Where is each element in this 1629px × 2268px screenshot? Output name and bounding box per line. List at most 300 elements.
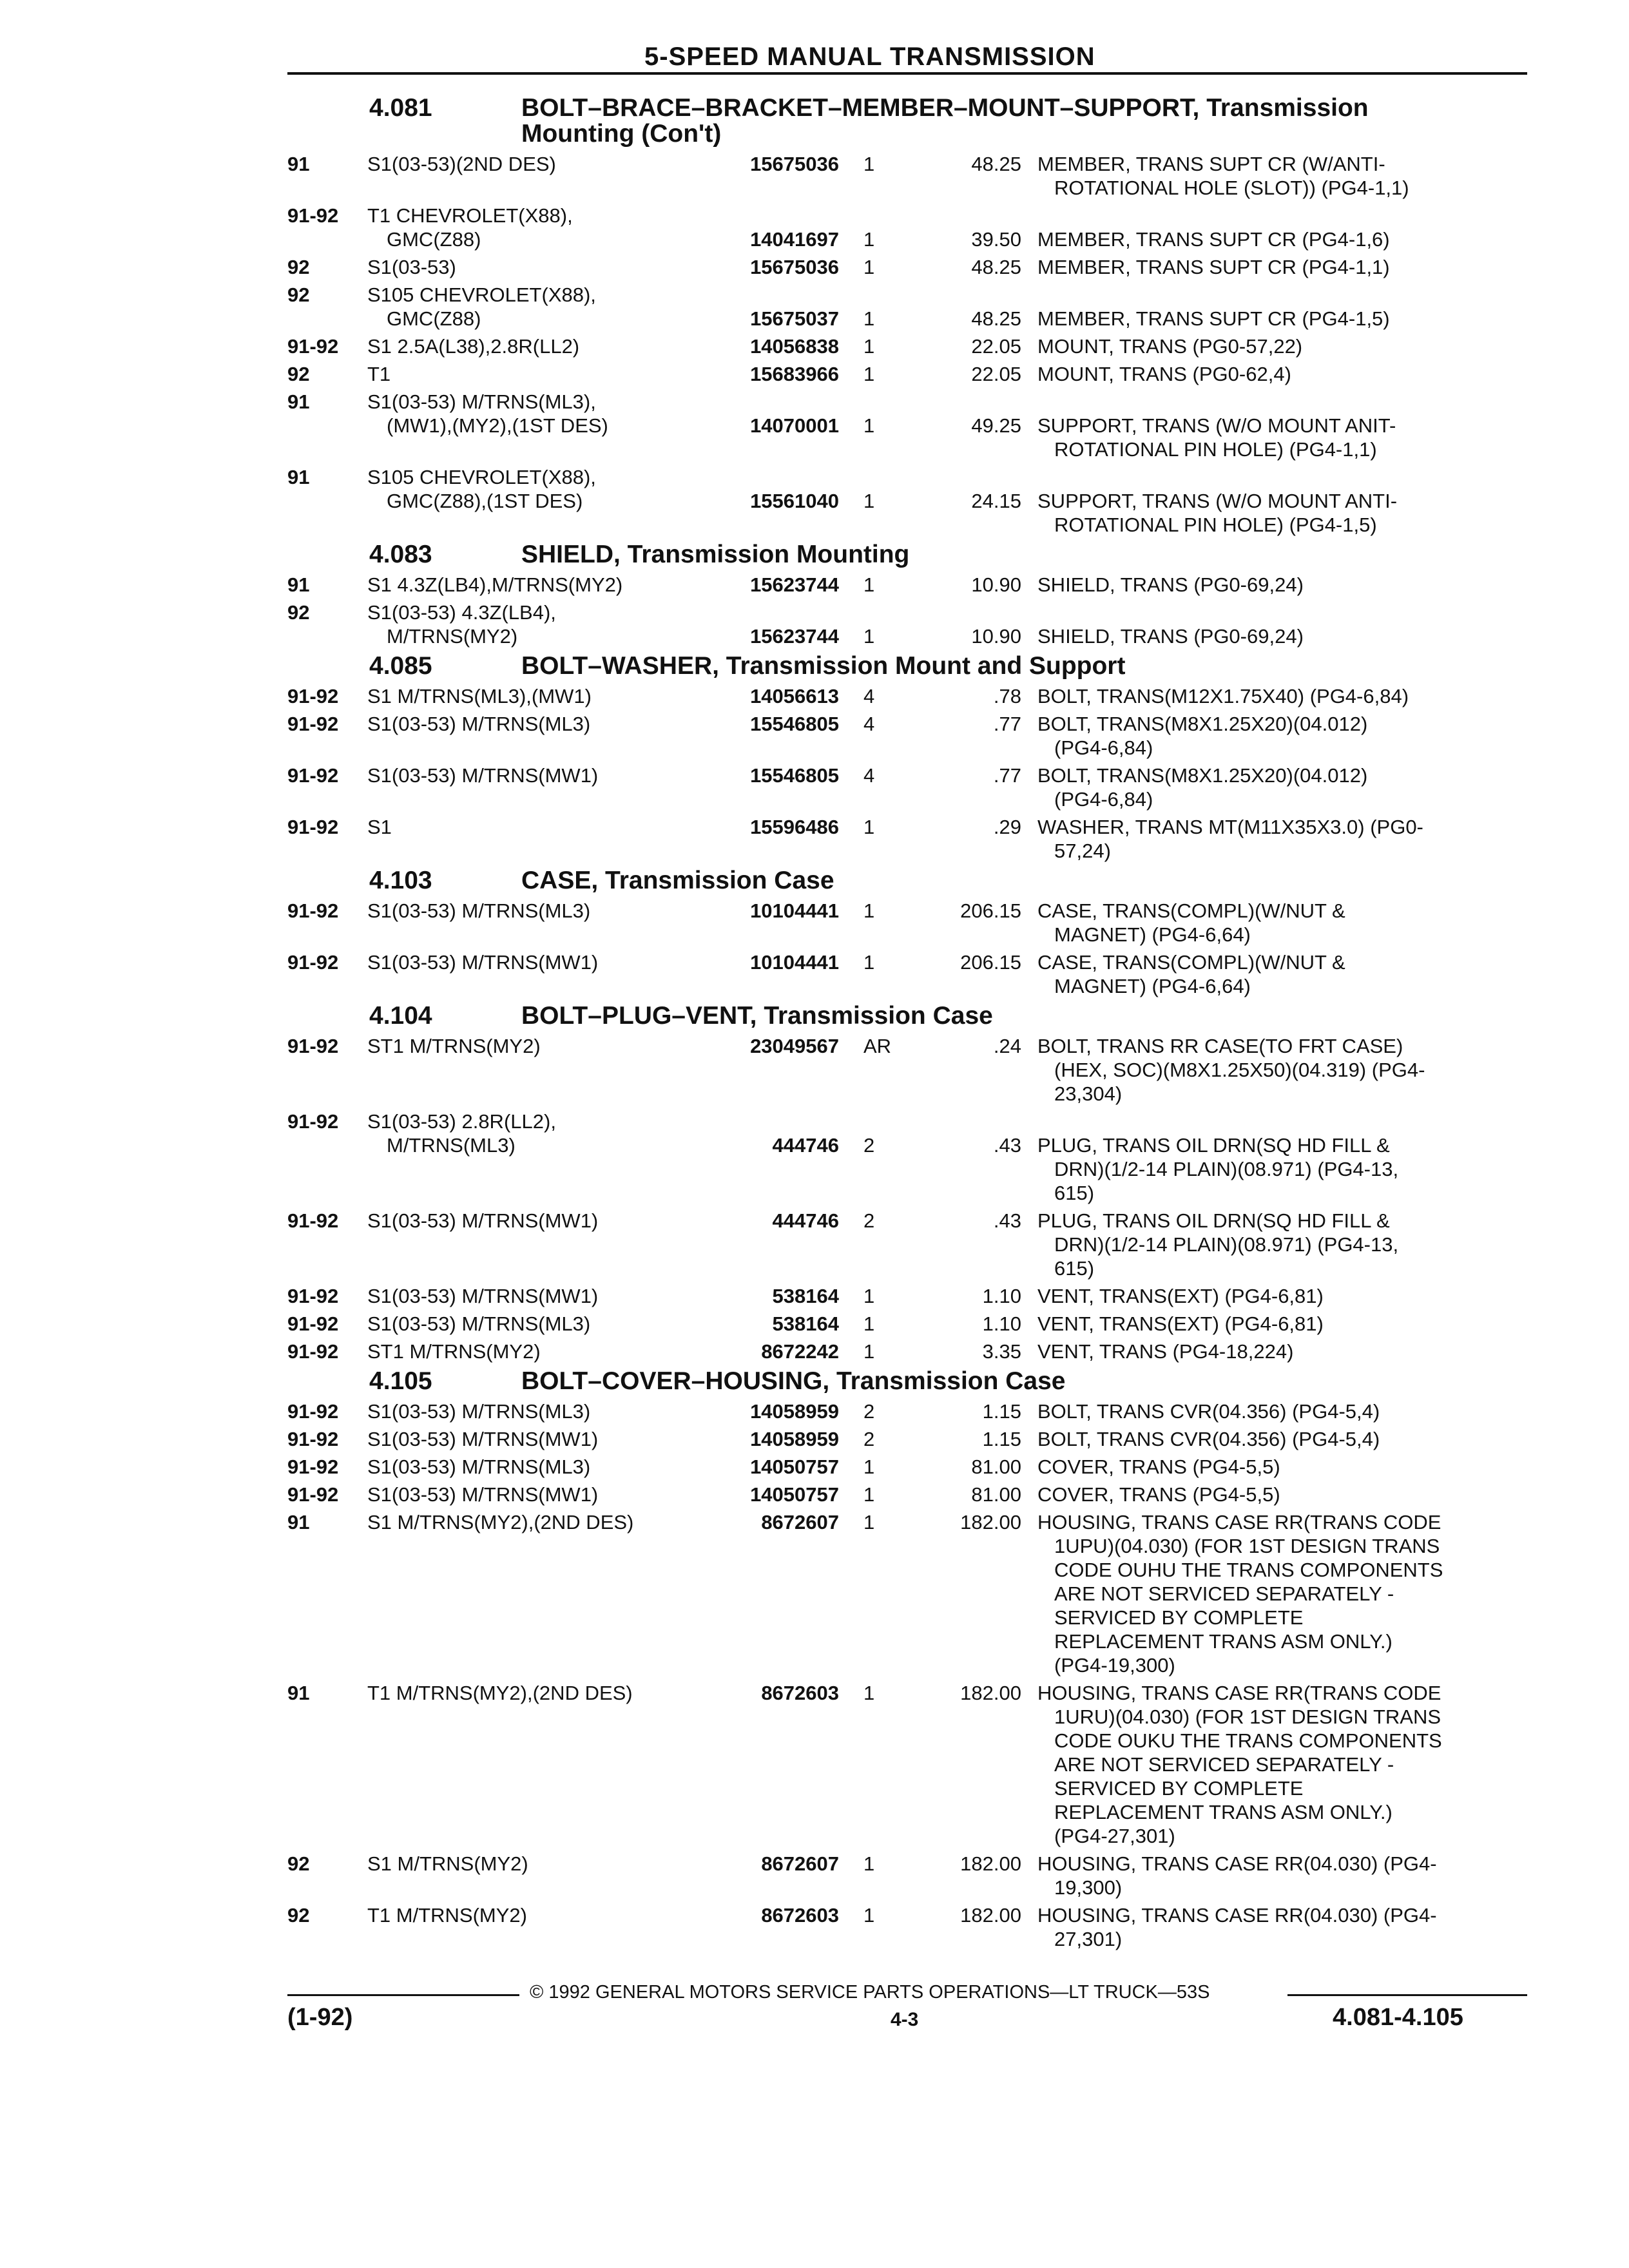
part-description <box>1037 255 1514 279</box>
part-row <box>0 712 1629 760</box>
part-description <box>1037 1455 1514 1479</box>
part-row <box>0 1510 1629 1677</box>
description-line: 19,300) <box>1054 1876 1123 1899</box>
description-line: (HEX, SOC)(M8X1.25X50)(04.319) (PG4- <box>1054 1059 1425 1081</box>
catalog-section <box>0 653 1629 863</box>
model-year: 91 <box>287 1682 310 1704</box>
section-number: 4.104 <box>369 1002 432 1030</box>
description-line: HOUSING, TRANS CASE RR(04.030) (PG4- <box>1037 1852 1437 1875</box>
description-line: 1UPU)(04.030) (FOR 1ST DESIGN TRANS <box>1054 1535 1440 1557</box>
price: .43 <box>993 1134 1021 1157</box>
application <box>367 1903 712 1927</box>
application <box>367 1483 712 1506</box>
part-description <box>1037 815 1514 863</box>
description-line: SHIELD, TRANS (PG0-69,24) <box>1037 573 1304 596</box>
application-line: GMC(Z88) <box>387 228 481 251</box>
model-year: 91 <box>287 153 310 175</box>
price: 182.00 <box>960 1682 1021 1704</box>
model-year: 91-92 <box>287 1456 339 1478</box>
application-line: ST1 M/TRNS(MY2) <box>367 1035 541 1057</box>
quantity: 1 <box>863 1852 875 1875</box>
part-number: 14058959 <box>750 1400 839 1423</box>
header-rule <box>287 72 1527 75</box>
part-description <box>1037 204 1514 251</box>
application <box>367 815 712 839</box>
quantity: 4 <box>863 764 875 787</box>
quantity: 1 <box>863 490 875 512</box>
part-number: 538164 <box>772 1312 839 1335</box>
application-line: S1(03-53) M/TRNS(MW1) <box>367 1209 599 1232</box>
price: 1.15 <box>982 1428 1021 1450</box>
price: 182.00 <box>960 1852 1021 1875</box>
price: 1.10 <box>982 1312 1021 1335</box>
price: .43 <box>993 1209 1021 1232</box>
part-description <box>1037 1034 1514 1106</box>
price: 39.50 <box>971 228 1021 251</box>
part-description <box>1037 1110 1514 1205</box>
section-number: 4.081 <box>369 94 432 122</box>
model-year: 92 <box>287 601 310 624</box>
part-number: 14058959 <box>750 1428 839 1450</box>
description-line: 27,301) <box>1054 1928 1123 1950</box>
quantity: 1 <box>863 1456 875 1478</box>
description-line: MOUNT, TRANS (PG0-57,22) <box>1037 335 1303 358</box>
part-row <box>0 601 1629 648</box>
part-row <box>0 362 1629 386</box>
part-number: 15675037 <box>750 307 839 330</box>
description-line: SHIELD, TRANS (PG0-69,24) <box>1037 625 1304 648</box>
model-year: 91-92 <box>287 1110 339 1133</box>
model-year: 91-92 <box>287 1340 339 1363</box>
price: 24.15 <box>971 490 1021 512</box>
part-row <box>0 1312 1629 1336</box>
part-number: 15683966 <box>750 363 839 385</box>
part-description <box>1037 1312 1514 1336</box>
description-line: ROTATIONAL HOLE (SLOT)) (PG4-1,1) <box>1054 177 1409 199</box>
description-line: ROTATIONAL PIN HOLE) (PG4-1,5) <box>1054 514 1377 536</box>
section-heading <box>0 1003 1629 1029</box>
price: 22.05 <box>971 335 1021 358</box>
model-year: 91-92 <box>287 1312 339 1335</box>
part-row <box>0 815 1629 863</box>
description-line: (PG4-19,300) <box>1054 1654 1175 1677</box>
quantity: 1 <box>863 1483 875 1506</box>
section-title: BOLT–WASHER, Transmission Mount and Support <box>521 652 1126 680</box>
application <box>367 712 712 736</box>
quantity: 1 <box>863 256 875 278</box>
description-line: SERVICED BY COMPLETE <box>1054 1777 1304 1800</box>
application <box>367 1399 712 1423</box>
price: 48.25 <box>971 307 1021 330</box>
part-description <box>1037 899 1514 947</box>
price: .29 <box>993 816 1021 838</box>
application-line: S1(03-53)(2ND DES) <box>367 153 556 175</box>
price: 48.25 <box>971 256 1021 278</box>
catalog-section <box>0 95 1629 537</box>
section-number: 4.083 <box>369 541 432 568</box>
price: 10.90 <box>971 573 1021 596</box>
quantity: AR <box>863 1035 892 1057</box>
model-year: 91 <box>287 390 310 413</box>
part-number: 538164 <box>772 1285 839 1307</box>
description-line: (PG4-6,84) <box>1054 788 1153 811</box>
application <box>367 152 712 176</box>
model-year: 91-92 <box>287 1285 339 1307</box>
part-row <box>0 1427 1629 1451</box>
part-row <box>0 1399 1629 1423</box>
application-line: S1(03-53) M/TRNS(MW1) <box>367 1483 599 1506</box>
model-year: 91-92 <box>287 685 339 707</box>
description-line: COVER, TRANS (PG4-5,5) <box>1037 1483 1280 1506</box>
description-line: REPLACEMENT TRANS ASM ONLY.) <box>1054 1801 1393 1823</box>
quantity: 4 <box>863 713 875 735</box>
model-year: 92 <box>287 1852 310 1875</box>
part-number: 8672607 <box>761 1852 839 1875</box>
description-line: REPLACEMENT TRANS ASM ONLY.) <box>1054 1630 1393 1653</box>
quantity: 2 <box>863 1209 875 1232</box>
part-number: 15623744 <box>750 625 839 648</box>
application-line: S1(03-53) M/TRNS(ML3) <box>367 899 591 922</box>
model-year: 91-92 <box>287 1209 339 1232</box>
part-row <box>0 1110 1629 1205</box>
description-line: HOUSING, TRANS CASE RR(04.030) (PG4- <box>1037 1904 1437 1927</box>
application-line: T1 <box>367 363 391 385</box>
footer-copyright: © 1992 GENERAL MOTORS SERVICE PARTS OPERATIONS—LT TRUCK—53S <box>530 1982 1210 2003</box>
description-line: CODE OUHU THE TRANS COMPONENTS <box>1054 1559 1443 1581</box>
application-line: S105 CHEVROLET(X88), <box>367 466 596 488</box>
application <box>367 1312 712 1336</box>
description-line: BOLT, TRANS CVR(04.356) (PG4-5,4) <box>1037 1428 1380 1450</box>
description-line: 615) <box>1054 1182 1095 1204</box>
price: 81.00 <box>971 1456 1021 1478</box>
quantity: 1 <box>863 1340 875 1363</box>
quantity: 1 <box>863 363 875 385</box>
part-description <box>1037 362 1514 386</box>
application-line: S1 4.3Z(LB4),M/TRNS(MY2) <box>367 573 623 596</box>
price: 182.00 <box>960 1511 1021 1533</box>
part-number: 15561040 <box>750 490 839 512</box>
part-description <box>1037 764 1514 811</box>
application-line: S1 M/TRNS(MY2),(2ND DES) <box>367 1511 634 1533</box>
model-year: 91-92 <box>287 713 339 735</box>
part-row <box>0 283 1629 331</box>
part-row <box>0 950 1629 998</box>
quantity: 1 <box>863 951 875 974</box>
price: 3.35 <box>982 1340 1021 1363</box>
application-line: S1(03-53) 4.3Z(LB4), <box>367 601 556 624</box>
application <box>367 764 712 787</box>
part-row <box>0 1852 1629 1899</box>
application-line: S1 M/TRNS(ML3),(MW1) <box>367 685 592 707</box>
part-number: 14041697 <box>750 228 839 251</box>
section-title: Mounting (Con't) <box>521 120 722 148</box>
application-line: S1(03-53) M/TRNS(ML3) <box>367 713 591 735</box>
description-line: MAGNET) (PG4-6,64) <box>1054 975 1251 997</box>
part-row <box>0 1209 1629 1280</box>
application-line: S1(03-53) <box>367 256 456 278</box>
application-line: S1(03-53) M/TRNS(MW1) <box>367 764 599 787</box>
application-line: S1 <box>367 816 392 838</box>
part-description <box>1037 1483 1514 1506</box>
model-year: 92 <box>287 363 310 385</box>
description-line: BOLT, TRANS(M8X1.25X20)(04.012) <box>1037 764 1368 787</box>
section-number: 4.103 <box>369 867 432 894</box>
part-description <box>1037 573 1514 597</box>
part-number: 14050757 <box>750 1456 839 1478</box>
application-line: S1(03-53) M/TRNS(MW1) <box>367 1428 599 1450</box>
application-line: S1(03-53) M/TRNS(ML3) <box>367 1312 591 1335</box>
application <box>367 204 712 251</box>
description-line: DRN)(1/2-14 PLAIN)(08.971) (PG4-13, <box>1054 1158 1399 1180</box>
catalog-section <box>0 1369 1629 1951</box>
part-number: 14070001 <box>750 414 839 437</box>
application-line: S1(03-53) M/TRNS(ML3) <box>367 1400 591 1423</box>
section-heading <box>0 868 1629 894</box>
part-number: 8672603 <box>761 1682 839 1704</box>
quantity: 1 <box>863 228 875 251</box>
footer-rule-right <box>1287 1994 1527 1996</box>
application <box>367 601 712 648</box>
model-year: 91-92 <box>287 1400 339 1423</box>
part-row <box>0 1483 1629 1506</box>
description-line: 615) <box>1054 1257 1095 1280</box>
section-heading <box>0 95 1629 147</box>
application-line: T1 CHEVROLET(X88), <box>367 204 573 227</box>
section-heading <box>0 1369 1629 1394</box>
footer-page-number: 4-3 <box>891 2009 919 2030</box>
model-year: 91 <box>287 466 310 488</box>
quantity: 2 <box>863 1400 875 1423</box>
part-description <box>1037 1209 1514 1280</box>
catalog-section <box>0 1003 1629 1363</box>
footer-section-range: 4.081-4.105 <box>1333 2004 1463 2031</box>
application-line: GMC(Z88),(1ST DES) <box>387 490 583 512</box>
application-line: S1(03-53) M/TRNS(ML3) <box>367 1456 591 1478</box>
application <box>367 1681 712 1705</box>
quantity: 1 <box>863 307 875 330</box>
application <box>367 684 712 708</box>
price: 49.25 <box>971 414 1021 437</box>
part-description <box>1037 684 1514 708</box>
description-line: DRN)(1/2-14 PLAIN)(08.971) (PG4-13, <box>1054 1233 1399 1256</box>
part-row <box>0 764 1629 811</box>
model-year: 91-92 <box>287 1483 339 1506</box>
section-title: BOLT–COVER–HOUSING, Transmission Case <box>521 1367 1066 1395</box>
description-line: BOLT, TRANS(M12X1.75X40) (PG4-6,84) <box>1037 685 1409 707</box>
description-line: ROTATIONAL PIN HOLE) (PG4-1,1) <box>1054 438 1377 461</box>
application-line: T1 M/TRNS(MY2) <box>367 1904 527 1927</box>
section-number: 4.105 <box>369 1367 432 1395</box>
part-row <box>0 255 1629 279</box>
quantity: 1 <box>863 1682 875 1704</box>
part-number: 14056838 <box>750 335 839 358</box>
description-line: BOLT, TRANS RR CASE(TO FRT CASE) <box>1037 1035 1403 1057</box>
description-line: ARE NOT SERVICED SEPARATELY - <box>1054 1753 1394 1776</box>
section-number: 4.085 <box>369 652 432 680</box>
part-row <box>0 1681 1629 1848</box>
part-number: 14056613 <box>750 685 839 707</box>
description-line: (PG4-27,301) <box>1054 1825 1175 1847</box>
model-year: 91 <box>287 573 310 596</box>
application-line: S1(03-53) M/TRNS(MW1) <box>367 951 599 974</box>
application <box>367 1284 712 1308</box>
description-line: MEMBER, TRANS SUPT CR (PG4-1,1) <box>1037 256 1390 278</box>
price: 1.10 <box>982 1285 1021 1307</box>
part-description <box>1037 1903 1514 1951</box>
price: 1.15 <box>982 1400 1021 1423</box>
part-number: 8672607 <box>761 1511 839 1533</box>
application-line: S1(03-53) M/TRNS(ML3), <box>367 390 596 413</box>
part-number: 15623744 <box>750 573 839 596</box>
part-number: 444746 <box>772 1209 839 1232</box>
part-number: 15675036 <box>750 153 839 175</box>
application <box>367 255 712 279</box>
quantity: 2 <box>863 1428 875 1450</box>
application <box>367 1852 712 1876</box>
model-year: 91-92 <box>287 335 339 358</box>
application <box>367 390 712 437</box>
model-year: 91-92 <box>287 951 339 974</box>
description-line: MAGNET) (PG4-6,64) <box>1054 923 1251 946</box>
application <box>367 334 712 358</box>
quantity: 2 <box>863 1134 875 1157</box>
part-number: 8672603 <box>761 1904 839 1927</box>
section-title: CASE, Transmission Case <box>521 867 834 894</box>
part-number: 8672242 <box>761 1340 839 1363</box>
application <box>367 465 712 513</box>
quantity: 1 <box>863 816 875 838</box>
model-year: 91-92 <box>287 764 339 787</box>
part-row <box>0 1903 1629 1951</box>
part-row <box>0 204 1629 251</box>
price: 206.15 <box>960 899 1021 922</box>
part-row <box>0 1034 1629 1106</box>
part-number: 10104441 <box>750 899 839 922</box>
part-description <box>1037 1399 1514 1423</box>
model-year: 91-92 <box>287 204 339 227</box>
quantity: 4 <box>863 685 875 707</box>
part-row <box>0 1340 1629 1363</box>
part-number: 15596486 <box>750 816 839 838</box>
application-line: M/TRNS(ML3) <box>387 1134 516 1157</box>
description-line: PLUG, TRANS OIL DRN(SQ HD FILL & <box>1037 1134 1390 1157</box>
model-year: 91-92 <box>287 899 339 922</box>
description-line: 57,24) <box>1054 840 1111 862</box>
section-heading <box>0 542 1629 568</box>
description-line: CODE OUKU THE TRANS COMPONENTS <box>1054 1729 1442 1752</box>
part-row <box>0 1284 1629 1308</box>
quantity: 1 <box>863 153 875 175</box>
price: .77 <box>993 764 1021 787</box>
application-line: S1(03-53) 2.8R(LL2), <box>367 1110 556 1133</box>
application <box>367 1427 712 1451</box>
part-description <box>1037 712 1514 760</box>
part-number: 15546805 <box>750 713 839 735</box>
application <box>367 1340 712 1363</box>
application-line: T1 M/TRNS(MY2),(2ND DES) <box>367 1682 633 1704</box>
quantity: 1 <box>863 625 875 648</box>
quantity: 1 <box>863 899 875 922</box>
description-line: HOUSING, TRANS CASE RR(TRANS CODE <box>1037 1682 1441 1704</box>
part-row <box>0 152 1629 200</box>
part-description <box>1037 465 1514 537</box>
footer-rule-left <box>287 1994 519 1996</box>
part-description <box>1037 152 1514 200</box>
part-number: 15675036 <box>750 256 839 278</box>
price: .78 <box>993 685 1021 707</box>
application <box>367 1209 712 1233</box>
application <box>367 899 712 923</box>
quantity: 1 <box>863 573 875 596</box>
parts-listing <box>0 90 1629 1955</box>
quantity: 1 <box>863 335 875 358</box>
description-line: (PG4-6,84) <box>1054 736 1153 759</box>
description-line: VENT, TRANS (PG4-18,224) <box>1037 1340 1294 1363</box>
part-description <box>1037 1427 1514 1451</box>
part-number: 15546805 <box>750 764 839 787</box>
section-heading <box>0 653 1629 679</box>
part-row <box>0 684 1629 708</box>
part-description <box>1037 390 1514 461</box>
price: 48.25 <box>971 153 1021 175</box>
description-line: BOLT, TRANS CVR(04.356) (PG4-5,4) <box>1037 1400 1380 1423</box>
part-row <box>0 573 1629 597</box>
price: 81.00 <box>971 1483 1021 1506</box>
part-row <box>0 465 1629 537</box>
description-line: MOUNT, TRANS (PG0-62,4) <box>1037 363 1291 385</box>
description-line: CASE, TRANS(COMPL)(W/NUT & <box>1037 899 1345 922</box>
part-number: 14050757 <box>750 1483 839 1506</box>
application <box>367 362 712 386</box>
description-line: SUPPORT, TRANS (W/O MOUNT ANTI- <box>1037 490 1398 512</box>
description-line: SUPPORT, TRANS (W/O MOUNT ANIT- <box>1037 414 1396 437</box>
description-line: MEMBER, TRANS SUPT CR (PG4-1,5) <box>1037 307 1390 330</box>
model-year: 92 <box>287 284 310 306</box>
part-description <box>1037 601 1514 648</box>
model-year: 91-92 <box>287 1428 339 1450</box>
part-row <box>0 390 1629 461</box>
part-description <box>1037 1510 1514 1677</box>
application-line: S1 2.5A(L38),2.8R(LL2) <box>367 335 580 358</box>
model-year: 91-92 <box>287 816 339 838</box>
catalog-section <box>0 542 1629 648</box>
part-row <box>0 1455 1629 1479</box>
quantity: 1 <box>863 1285 875 1307</box>
description-line: WASHER, TRANS MT(M11X35X3.0) (PG0- <box>1037 816 1423 838</box>
application <box>367 1455 712 1479</box>
price: 10.90 <box>971 625 1021 648</box>
application <box>367 950 712 974</box>
section-title: BOLT–BRACE–BRACKET–MEMBER–MOUNT–SUPPORT, Transmission <box>521 94 1369 122</box>
model-year: 92 <box>287 1904 310 1927</box>
part-description <box>1037 334 1514 358</box>
part-number: 10104441 <box>750 951 839 974</box>
part-row <box>0 899 1629 947</box>
model-year: 91-92 <box>287 1035 339 1057</box>
footer-date-code: (1-92) <box>287 2004 353 2031</box>
part-description <box>1037 1284 1514 1308</box>
application <box>367 1034 712 1058</box>
description-line: MEMBER, TRANS SUPT CR (PG4-1,6) <box>1037 228 1390 251</box>
part-number: 444746 <box>772 1134 839 1157</box>
description-line: MEMBER, TRANS SUPT CR (W/ANTI- <box>1037 153 1385 175</box>
part-row <box>0 334 1629 358</box>
application-line: GMC(Z88) <box>387 307 481 330</box>
description-line: COVER, TRANS (PG4-5,5) <box>1037 1456 1280 1478</box>
application-line: (MW1),(MY2),(1ST DES) <box>387 414 608 437</box>
part-number: 23049567 <box>750 1035 839 1057</box>
price: .77 <box>993 713 1021 735</box>
